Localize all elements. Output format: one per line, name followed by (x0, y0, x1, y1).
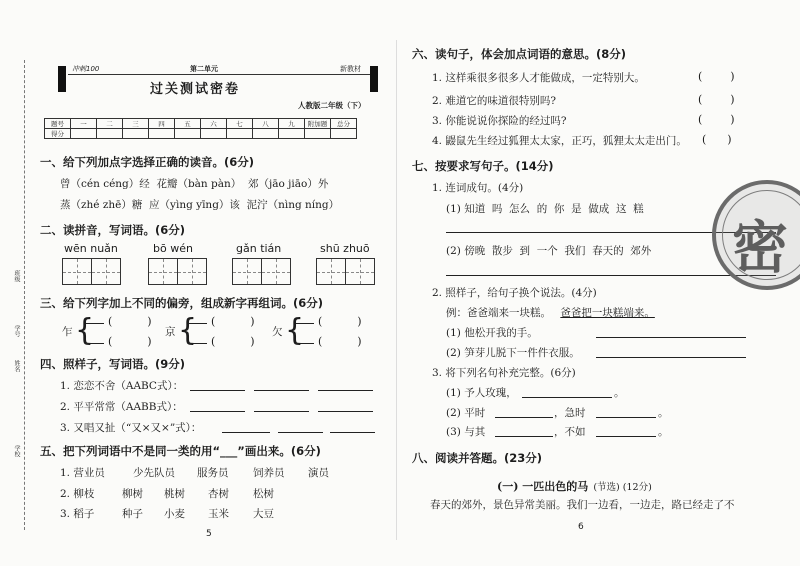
section-2-title: 二、读拼音，写词语。(6分) (40, 223, 186, 237)
answer-blank[interactable] (296, 314, 314, 324)
binding-margin (12, 60, 32, 530)
reading-passage: 春天的郊外，景色异常美丽。我们一边看，一边走，路已经走了不 (430, 499, 735, 511)
section-6-item-2: 2. 难道它的味道很特别吗? (432, 95, 556, 107)
score-input[interactable] (279, 129, 305, 139)
section-1-title: 一、给下列加点字选择正确的读音。(6分) (40, 155, 255, 169)
pinyin-2: bō wén (153, 242, 193, 255)
answer-line[interactable] (190, 381, 245, 391)
score-input[interactable] (305, 129, 331, 139)
section-7-q2a: (1) 他松开我的手。 (446, 327, 538, 339)
score-cell: 三 (123, 119, 149, 129)
score-input[interactable] (149, 129, 175, 139)
score-cell: 六 (201, 119, 227, 129)
answer-line[interactable] (222, 423, 270, 433)
score-cell: 四 (149, 119, 175, 129)
score-table-score-row (45, 129, 357, 139)
word-option[interactable]: 演员 (308, 467, 329, 479)
binding-label-name: 姓名 (13, 360, 20, 372)
section-7-q3c-2: ，不如 (554, 426, 586, 438)
binding-label-class: 班级 (13, 270, 20, 282)
reading-note: (节选) (12分) (593, 482, 652, 493)
section-7-q3b-2: ，急时 (554, 407, 586, 419)
section-6-item-1: 1. 这样乘很多很多人才能做成，一定特别大。 (432, 72, 645, 84)
paren: ( ) (211, 315, 255, 328)
base-char: 乍 (62, 326, 73, 338)
score-table (44, 118, 357, 139)
section-4-item-2: 2. 平平常常（AABB式）： (60, 401, 183, 413)
section-1-row-1: 曾（cén céng）经 花瓣（bàn pàn） 郊（jāo jiāo）外 (60, 178, 329, 190)
paren: ( ) (108, 335, 152, 348)
brand-label: 冲刺100 (72, 65, 100, 73)
score-input[interactable] (331, 129, 357, 139)
section-4-item-3: 3. 又唱又扯（“又×又×”式）： (60, 422, 202, 434)
reading-heading (497, 475, 652, 494)
stamp-character: 密 (732, 216, 788, 281)
word-option[interactable]: 小麦 (164, 508, 185, 520)
word-option[interactable]: 饲养员 (253, 467, 285, 479)
answer-line[interactable] (522, 388, 612, 398)
answer-paren[interactable]: ( ) (698, 70, 735, 83)
section-7-q3: 3. 将下列名句补充完整。(6分) (432, 367, 576, 379)
radical-group-3 (272, 314, 372, 350)
paren: ( ) (108, 315, 152, 328)
header-black-block (58, 66, 66, 92)
answer-blank[interactable] (189, 334, 207, 344)
score-input[interactable] (253, 129, 279, 139)
paren: ( ) (318, 315, 362, 328)
reading-title: (一) 一匹出色的马 (497, 480, 589, 493)
word-option[interactable]: 松树 (253, 488, 274, 500)
answer-line[interactable] (318, 381, 373, 391)
word-option[interactable]: 3. 稻子 (60, 508, 95, 520)
section-6-item-3: 3. 你能说说你探险的经过吗? (432, 115, 567, 127)
period: 。 (614, 387, 625, 399)
header-black-block-right (370, 66, 378, 92)
answer-line[interactable] (318, 402, 373, 412)
word-option[interactable]: 种子 (122, 508, 143, 520)
binding-label-school: 学校 (13, 445, 20, 457)
section-7-q3b-1: (2) 平时 (446, 407, 486, 419)
right-page-number: 6 (578, 522, 584, 532)
answer-line[interactable] (278, 423, 323, 433)
word-option[interactable]: 2. 柳枝 (60, 488, 95, 500)
word-option[interactable]: 杏树 (208, 488, 229, 500)
brace-icon: { (285, 313, 305, 348)
answer-blank[interactable] (296, 334, 314, 344)
word-option[interactable]: 柳树 (122, 488, 143, 500)
score-cell: 二 (97, 119, 123, 129)
section-7-q3a: (1) 予人玫瑰， (446, 387, 517, 399)
answer-line[interactable] (596, 328, 746, 338)
binding-label-id: 学号 (13, 325, 20, 337)
answer-line[interactable] (495, 408, 553, 418)
score-input[interactable] (175, 129, 201, 139)
section-8-title: 八、阅读并答题。(23分) (412, 451, 543, 465)
example-prefix: 例：爸爸端来一块糕。 (446, 307, 551, 319)
unit-label: 第二单元 (190, 65, 218, 73)
score-cell: 七 (227, 119, 253, 129)
score-cell: 附加题 (305, 119, 331, 129)
period: 。 (658, 426, 669, 438)
new-material-label: 新教材 (340, 65, 361, 73)
score-input[interactable] (71, 129, 97, 139)
paren: ( ) (318, 335, 362, 348)
base-char: 京 (165, 326, 176, 338)
section-7-q1: 1. 连词成句。(4分) (432, 182, 524, 194)
section-4-title: 四、照样子，写词语。(9分) (40, 357, 186, 371)
pinyin-4: shū zhuō (320, 242, 370, 255)
example-answer: 爸爸把一块糕端来。 (560, 307, 655, 319)
section-7-title: 七、按要求写句子。(14分) (412, 159, 554, 173)
answer-line[interactable] (596, 408, 656, 418)
answer-paren[interactable]: ( ) (698, 113, 735, 126)
brace-icon: { (75, 313, 95, 348)
section-5-title: 五、把下列词语中不是同一类的用“___”画出来。(6分) (40, 444, 321, 458)
score-cell: 题号 (45, 119, 71, 129)
answer-line[interactable] (330, 423, 375, 433)
score-input[interactable] (201, 129, 227, 139)
section-7-q2b: (2) 笋芽儿脱下一件件衣服。 (446, 347, 580, 359)
word-option[interactable]: 大豆 (253, 508, 274, 520)
section-7-q2: 2. 照样子，给句子换个说法。(4分) (432, 287, 597, 299)
word-option[interactable]: 1. 营业员 (60, 467, 105, 479)
answer-line[interactable] (254, 402, 309, 412)
answer-blank[interactable] (189, 314, 207, 324)
edition-label: 人教版二年级（下） (298, 101, 366, 110)
period: 。 (658, 407, 669, 419)
answer-paren[interactable]: ( ) (698, 93, 735, 106)
writing-grid[interactable] (148, 258, 207, 285)
word-option[interactable]: 玉米 (208, 508, 229, 520)
section-7-example (446, 305, 655, 320)
word-option[interactable]: 桃树 (164, 488, 185, 500)
score-table-header-row (45, 119, 357, 129)
answer-line[interactable] (254, 381, 309, 391)
section-4-item-1: 1. 恋恋不舍（AABC式）： (60, 380, 184, 392)
answer-paren[interactable]: ( ) (702, 133, 732, 146)
writing-grid[interactable] (232, 258, 291, 285)
score-cell: 五 (175, 119, 201, 129)
section-3-title: 三、给下列字加上不同的偏旁，组成新字再组词。(6分) (40, 296, 324, 310)
section-6-title: 六、读句子，体会加点词语的意思。(8分) (412, 47, 627, 61)
section-1-row-2: 蒸（zhé zhē）糖 应（yìng yīng）该 泥泞（nìng níng） (60, 199, 340, 211)
radical-group-2 (165, 314, 265, 350)
pinyin-3: gǎn tián (236, 242, 282, 255)
left-page-number: 5 (206, 529, 212, 539)
score-cell: 一 (71, 119, 97, 129)
paren: ( ) (211, 335, 255, 348)
answer-line[interactable] (495, 427, 553, 437)
section-7-q1b: (2) 傍晚 散步 到 一个 我们 春天的 郊外 (446, 245, 652, 257)
pinyin-1: wēn nuǎn (64, 242, 118, 255)
score-input[interactable] (227, 129, 253, 139)
answer-line[interactable] (190, 402, 245, 412)
answer-line[interactable] (596, 348, 746, 358)
score-input[interactable] (123, 129, 149, 139)
word-option[interactable]: 少先队员 (133, 467, 175, 479)
writing-grid[interactable] (62, 258, 121, 285)
score-cell: 九 (279, 119, 305, 129)
answer-blank[interactable] (86, 314, 104, 324)
score-input[interactable] (97, 129, 123, 139)
page-gutter (396, 40, 397, 540)
answer-blank[interactable] (86, 334, 104, 344)
radical-group-1 (62, 314, 162, 350)
word-option[interactable]: 服务员 (197, 467, 229, 479)
score-cell: 总分 (331, 119, 357, 129)
section-6-item-4: 4. 鼹鼠先生经过狐狸太太家，正巧，狐狸太太走出门。 (432, 135, 687, 147)
brace-icon: { (178, 313, 198, 348)
score-row-label: 得分 (45, 129, 71, 139)
section-7-q1a: (1) 知道 吗 怎么 的 你 是 做成 这 糕 (446, 203, 644, 215)
header-rule (68, 74, 378, 75)
writing-grid[interactable] (316, 258, 375, 285)
exam-title: 过关测试密卷 (150, 82, 241, 97)
section-7-q3c-1: (3) 与其 (446, 426, 486, 438)
answer-line[interactable] (596, 427, 656, 437)
score-cell: 八 (253, 119, 279, 129)
base-char: 欠 (272, 326, 283, 338)
